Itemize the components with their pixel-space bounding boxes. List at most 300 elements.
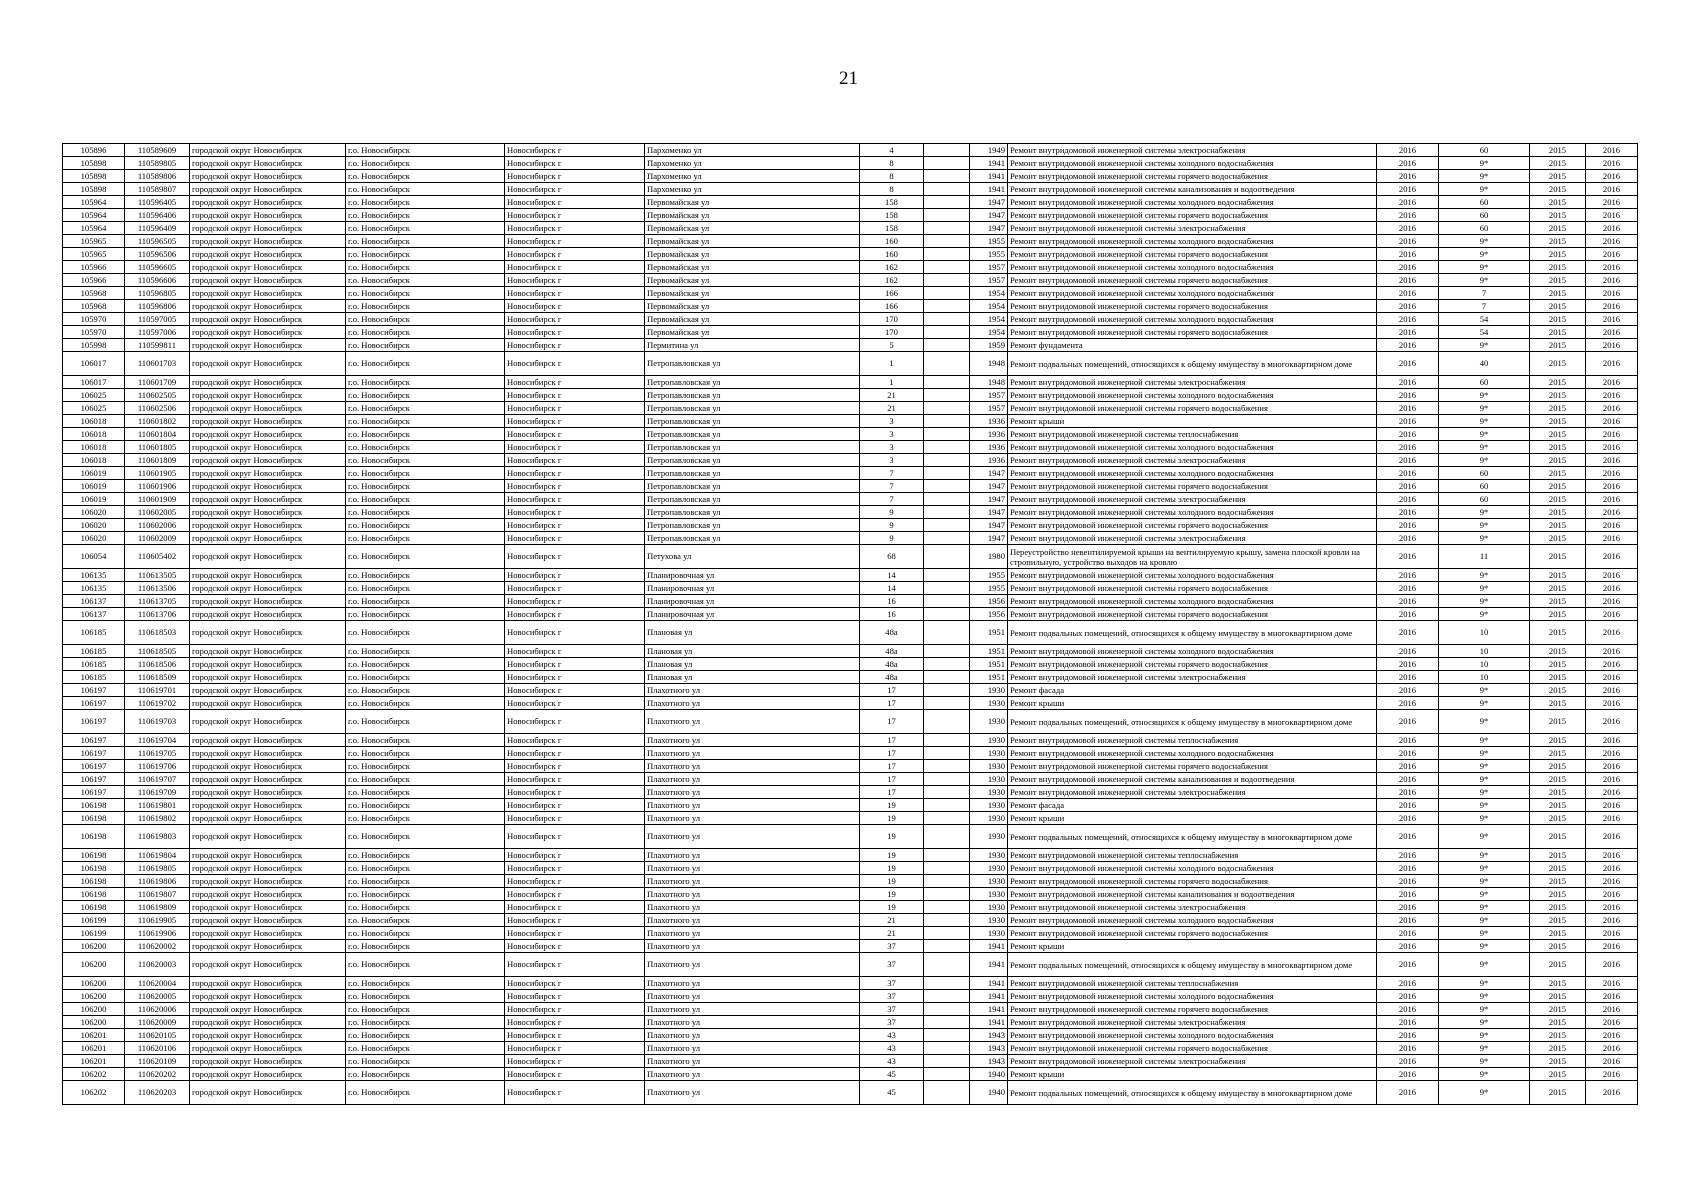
cell-cost-norm: 9*: [1439, 454, 1530, 467]
cell-street: Плахотного ул: [645, 734, 860, 747]
cell-period-end: 2016: [1586, 519, 1638, 532]
cell-house-number: 170: [860, 313, 924, 326]
cell-cost-norm: 9*: [1439, 339, 1530, 352]
cell-settlement: г.о. Новосибирск: [346, 990, 505, 1003]
cell-municipality: городской округ Новосибирск: [190, 671, 346, 684]
cell-cost-norm: 9*: [1439, 582, 1530, 595]
cell-building: [924, 274, 970, 287]
cell-settlement: г.о. Новосибирск: [346, 569, 505, 582]
cell-work-id: 110599811: [125, 339, 190, 352]
cell-year-built: 1951: [970, 658, 1008, 671]
cell-work-type: Ремонт внутридомовой инженерной системы холодного водоснабжения: [1008, 467, 1377, 480]
cell-house-number: 17: [860, 773, 924, 786]
cell-building: [924, 875, 970, 888]
cell-plan-year: 2016: [1377, 287, 1439, 300]
cell-cost-norm: 9*: [1439, 519, 1530, 532]
cell-municipality: городской округ Новосибирск: [190, 389, 346, 402]
cell-year-built: 1951: [970, 645, 1008, 658]
cell-year-built: 1954: [970, 287, 1008, 300]
cell-municipality: городской округ Новосибирск: [190, 454, 346, 467]
cell-city: Новосибирск г: [505, 747, 645, 760]
cell-street: Плахотного ул: [645, 875, 860, 888]
cell-house-id: 106198: [63, 862, 125, 875]
cell-year-built: 1943: [970, 1042, 1008, 1055]
cell-work-id: 110620005: [125, 990, 190, 1003]
cell-period-start: 2015: [1530, 402, 1586, 415]
cell-city: Новосибирск г: [505, 1042, 645, 1055]
cell-street: Плахотного ул: [645, 977, 860, 990]
cell-cost-norm: 9*: [1439, 532, 1530, 545]
cell-plan-year: 2016: [1377, 326, 1439, 339]
cell-period-end: 2016: [1586, 645, 1638, 658]
cell-work-type: Ремонт подвальных помещений, относящихся к общему имуществу в многоквартирном доме: [1008, 953, 1377, 977]
cell-year-built: 1930: [970, 760, 1008, 773]
cell-cost-norm: 10: [1439, 671, 1530, 684]
cell-plan-year: 2016: [1377, 773, 1439, 786]
cell-city: Новосибирск г: [505, 914, 645, 927]
cell-settlement: г.о. Новосибирск: [346, 862, 505, 875]
cell-period-end: 2016: [1586, 545, 1638, 569]
cell-period-end: 2016: [1586, 209, 1638, 222]
cell-settlement: г.о. Новосибирск: [346, 467, 505, 480]
cell-work-type: Ремонт внутридомовой инженерной системы канализования и водоотведения: [1008, 183, 1377, 196]
cell-settlement: г.о. Новосибирск: [346, 888, 505, 901]
cell-work-id: 110596806: [125, 300, 190, 313]
cell-plan-year: 2016: [1377, 519, 1439, 532]
cell-house-number: 68: [860, 545, 924, 569]
cell-settlement: г.о. Новосибирск: [346, 532, 505, 545]
cell-work-type: Ремонт внутридомовой инженерной системы холодного водоснабжения: [1008, 645, 1377, 658]
cell-plan-year: 2016: [1377, 415, 1439, 428]
cell-building: [924, 326, 970, 339]
cell-city: Новосибирск г: [505, 658, 645, 671]
cell-year-built: 1948: [970, 376, 1008, 389]
cell-municipality: городской округ Новосибирск: [190, 428, 346, 441]
cell-house-id: 106197: [63, 734, 125, 747]
cell-period-start: 2015: [1530, 645, 1586, 658]
cell-work-id: 110589807: [125, 183, 190, 196]
table-row: [63, 545, 1638, 569]
cell-plan-year: 2016: [1377, 1003, 1439, 1016]
cell-house-number: 8: [860, 183, 924, 196]
cell-work-id: 110618505: [125, 645, 190, 658]
cell-municipality: городской округ Новосибирск: [190, 734, 346, 747]
cell-street: Плахотного ул: [645, 747, 860, 760]
cell-period-end: 2016: [1586, 493, 1638, 506]
cell-plan-year: 2016: [1377, 849, 1439, 862]
cell-work-type: Ремонт внутридомовой инженерной системы горячего водоснабжения: [1008, 402, 1377, 415]
cell-street: Плахотного ул: [645, 990, 860, 1003]
cell-building: [924, 773, 970, 786]
cell-house-id: 106198: [63, 812, 125, 825]
table-row: [63, 389, 1638, 402]
cell-building: [924, 671, 970, 684]
table-row: [63, 940, 1638, 953]
cell-settlement: г.о. Новосибирск: [346, 170, 505, 183]
cell-settlement: г.о. Новосибирск: [346, 901, 505, 914]
cell-period-start: 2015: [1530, 506, 1586, 519]
cell-settlement: г.о. Новосибирск: [346, 1042, 505, 1055]
cell-period-start: 2015: [1530, 326, 1586, 339]
cell-plan-year: 2016: [1377, 274, 1439, 287]
cell-period-start: 2015: [1530, 1016, 1586, 1029]
cell-period-start: 2015: [1530, 209, 1586, 222]
cell-work-type: Ремонт внутридомовой инженерной системы горячего водоснабжения: [1008, 326, 1377, 339]
cell-street: Плахотного ул: [645, 1029, 860, 1042]
cell-period-start: 2015: [1530, 927, 1586, 940]
cell-period-end: 2016: [1586, 157, 1638, 170]
cell-settlement: г.о. Новосибирск: [346, 261, 505, 274]
cell-street: Петропавловская ул: [645, 519, 860, 532]
cell-cost-norm: 40: [1439, 352, 1530, 376]
cell-year-built: 1930: [970, 697, 1008, 710]
cell-house-id: 106135: [63, 569, 125, 582]
cell-municipality: городской округ Новосибирск: [190, 799, 346, 812]
cell-period-start: 2015: [1530, 901, 1586, 914]
cell-cost-norm: 60: [1439, 209, 1530, 222]
cell-house-id: 106019: [63, 480, 125, 493]
cell-work-id: 110613506: [125, 582, 190, 595]
cell-period-start: 2015: [1530, 734, 1586, 747]
cell-plan-year: 2016: [1377, 786, 1439, 799]
cell-settlement: г.о. Новосибирск: [346, 402, 505, 415]
cell-period-end: 2016: [1586, 415, 1638, 428]
cell-city: Новосибирск г: [505, 710, 645, 734]
table-row: [63, 261, 1638, 274]
cell-settlement: г.о. Новосибирск: [346, 300, 505, 313]
table-row: [63, 595, 1638, 608]
cell-plan-year: 2016: [1377, 684, 1439, 697]
cell-settlement: г.о. Новосибирск: [346, 734, 505, 747]
cell-street: Плановая ул: [645, 658, 860, 671]
cell-period-end: 2016: [1586, 352, 1638, 376]
cell-house-number: 7: [860, 480, 924, 493]
cell-work-id: 110619905: [125, 914, 190, 927]
cell-work-type: Ремонт внутридомовой инженерной системы холодного водоснабжения: [1008, 747, 1377, 760]
cell-settlement: г.о. Новосибирск: [346, 222, 505, 235]
cell-period-start: 2015: [1530, 914, 1586, 927]
table-row: [63, 519, 1638, 532]
cell-year-built: 1954: [970, 326, 1008, 339]
cell-street: Петропавловская ул: [645, 389, 860, 402]
cell-street: Плановая ул: [645, 621, 860, 645]
cell-year-built: 1947: [970, 493, 1008, 506]
cell-work-id: 110602009: [125, 532, 190, 545]
cell-settlement: г.о. Новосибирск: [346, 799, 505, 812]
cell-city: Новосибирск г: [505, 671, 645, 684]
cell-cost-norm: 9*: [1439, 261, 1530, 274]
cell-settlement: г.о. Новосибирск: [346, 684, 505, 697]
cell-building: [924, 170, 970, 183]
cell-year-built: 1947: [970, 196, 1008, 209]
cell-house-id: 106200: [63, 940, 125, 953]
cell-settlement: г.о. Новосибирск: [346, 940, 505, 953]
table-row: [63, 812, 1638, 825]
cell-municipality: городской округ Новосибирск: [190, 441, 346, 454]
cell-municipality: городской округ Новосибирск: [190, 697, 346, 710]
table-row: [63, 645, 1638, 658]
cell-work-id: 110619906: [125, 927, 190, 940]
cell-work-type: Ремонт внутридомовой инженерной системы канализования и водоотведения: [1008, 773, 1377, 786]
cell-city: Новосибирск г: [505, 940, 645, 953]
cell-work-type: Ремонт внутридомовой инженерной системы электроснабжения: [1008, 786, 1377, 799]
cell-cost-norm: 9*: [1439, 1029, 1530, 1042]
table-row: [63, 415, 1638, 428]
cell-period-end: 2016: [1586, 1003, 1638, 1016]
cell-period-end: 2016: [1586, 287, 1638, 300]
cell-work-type: Ремонт внутридомовой инженерной системы горячего водоснабжения: [1008, 1003, 1377, 1016]
cell-building: [924, 1003, 970, 1016]
cell-house-number: 7: [860, 493, 924, 506]
cell-period-end: 2016: [1586, 261, 1638, 274]
cell-work-type: Ремонт внутридомовой инженерной системы холодного водоснабжения: [1008, 196, 1377, 209]
cell-work-id: 110601802: [125, 415, 190, 428]
cell-house-number: 37: [860, 1016, 924, 1029]
cell-city: Новосибирск г: [505, 595, 645, 608]
cell-year-built: 1930: [970, 914, 1008, 927]
cell-street: Плахотного ул: [645, 1055, 860, 1068]
table-row: [63, 582, 1638, 595]
cell-year-built: 1930: [970, 862, 1008, 875]
table-row: [63, 825, 1638, 849]
cell-house-id: 106018: [63, 428, 125, 441]
cell-work-type: Ремонт крыши: [1008, 940, 1377, 953]
cell-municipality: городской округ Новосибирск: [190, 658, 346, 671]
cell-work-id: 110601703: [125, 352, 190, 376]
cell-building: [924, 645, 970, 658]
cell-municipality: городской округ Новосибирск: [190, 402, 346, 415]
cell-cost-norm: 9*: [1439, 697, 1530, 710]
cell-street: Плахотного ул: [645, 710, 860, 734]
cell-period-end: 2016: [1586, 1029, 1638, 1042]
cell-building: [924, 940, 970, 953]
cell-cost-norm: 9*: [1439, 506, 1530, 519]
cell-street: Пархоменко ул: [645, 183, 860, 196]
cell-cost-norm: 9*: [1439, 710, 1530, 734]
cell-work-id: 110620004: [125, 977, 190, 990]
cell-period-end: 2016: [1586, 170, 1638, 183]
cell-house-number: 37: [860, 1003, 924, 1016]
cell-work-id: 110619807: [125, 888, 190, 901]
cell-cost-norm: 54: [1439, 313, 1530, 326]
table-row: [63, 196, 1638, 209]
cell-plan-year: 2016: [1377, 209, 1439, 222]
cell-work-id: 110602505: [125, 389, 190, 402]
table-row: [63, 1042, 1638, 1055]
cell-building: [924, 209, 970, 222]
cell-plan-year: 2016: [1377, 658, 1439, 671]
cell-municipality: городской округ Новосибирск: [190, 1055, 346, 1068]
cell-street: Планировочная ул: [645, 569, 860, 582]
cell-house-number: 162: [860, 261, 924, 274]
table-row: [63, 326, 1638, 339]
cell-plan-year: 2016: [1377, 300, 1439, 313]
cell-cost-norm: 9*: [1439, 235, 1530, 248]
cell-house-id: 106018: [63, 441, 125, 454]
cell-period-start: 2015: [1530, 493, 1586, 506]
cell-house-number: 8: [860, 170, 924, 183]
cell-building: [924, 927, 970, 940]
cell-building: [924, 402, 970, 415]
cell-period-end: 2016: [1586, 376, 1638, 389]
cell-city: Новосибирск г: [505, 582, 645, 595]
cell-period-start: 2015: [1530, 428, 1586, 441]
cell-year-built: 1947: [970, 506, 1008, 519]
cell-street: Первомайская ул: [645, 326, 860, 339]
cell-settlement: г.о. Новосибирск: [346, 1016, 505, 1029]
cell-house-id: 105898: [63, 170, 125, 183]
cell-house-id: 106200: [63, 977, 125, 990]
cell-plan-year: 2016: [1377, 467, 1439, 480]
cell-period-start: 2015: [1530, 953, 1586, 977]
cell-work-type: Ремонт внутридомовой инженерной системы горячего водоснабжения: [1008, 300, 1377, 313]
cell-work-id: 110601804: [125, 428, 190, 441]
cell-house-id: 105968: [63, 300, 125, 313]
cell-work-id: 110620003: [125, 953, 190, 977]
cell-house-number: 19: [860, 862, 924, 875]
cell-work-type: Ремонт внутридомовой инженерной системы холодного водоснабжения: [1008, 914, 1377, 927]
cell-street: Плахотного ул: [645, 1068, 860, 1081]
cell-work-id: 110619803: [125, 825, 190, 849]
cell-settlement: г.о. Новосибирск: [346, 1003, 505, 1016]
cell-work-id: 110619805: [125, 862, 190, 875]
cell-period-end: 2016: [1586, 222, 1638, 235]
cell-cost-norm: 9*: [1439, 799, 1530, 812]
cell-building: [924, 684, 970, 697]
cell-municipality: городской округ Новосибирск: [190, 287, 346, 300]
cell-house-id: 106201: [63, 1029, 125, 1042]
cell-cost-norm: 9*: [1439, 747, 1530, 760]
cell-work-type: Переустройство невентилируемой крыши на вентилируемую крышу, замена плоской кровли на стропильную, устройство выходов на кровлю: [1008, 545, 1377, 569]
cell-building: [924, 248, 970, 261]
table-row: [63, 671, 1638, 684]
cell-municipality: городской округ Новосибирск: [190, 326, 346, 339]
cell-house-number: 158: [860, 209, 924, 222]
cell-period-start: 2015: [1530, 248, 1586, 261]
cell-municipality: городской округ Новосибирск: [190, 300, 346, 313]
cell-year-built: 1959: [970, 339, 1008, 352]
cell-period-start: 2015: [1530, 415, 1586, 428]
cell-work-id: 110596409: [125, 222, 190, 235]
cell-period-end: 2016: [1586, 196, 1638, 209]
cell-municipality: городской округ Новосибирск: [190, 261, 346, 274]
cell-building: [924, 1042, 970, 1055]
cell-period-end: 2016: [1586, 248, 1638, 261]
cell-city: Новосибирск г: [505, 209, 645, 222]
cell-work-type: Ремонт крыши: [1008, 415, 1377, 428]
table-row: [63, 1029, 1638, 1042]
cell-house-number: 48а: [860, 671, 924, 684]
cell-plan-year: 2016: [1377, 812, 1439, 825]
cell-municipality: городской округ Новосибирск: [190, 875, 346, 888]
table-row: [63, 621, 1638, 645]
table-row: [63, 1081, 1638, 1105]
cell-year-built: 1941: [970, 940, 1008, 953]
cell-settlement: г.о. Новосибирск: [346, 849, 505, 862]
cell-work-id: 110613706: [125, 608, 190, 621]
cell-city: Новосибирск г: [505, 1068, 645, 1081]
cell-period-end: 2016: [1586, 786, 1638, 799]
cell-house-number: 19: [860, 825, 924, 849]
cell-cost-norm: 9*: [1439, 734, 1530, 747]
cell-period-start: 2015: [1530, 977, 1586, 990]
cell-year-built: 1930: [970, 710, 1008, 734]
cell-building: [924, 376, 970, 389]
cell-work-type: Ремонт внутридомовой инженерной системы электроснабжения: [1008, 1055, 1377, 1068]
cell-cost-norm: 9*: [1439, 940, 1530, 953]
cell-house-number: 14: [860, 582, 924, 595]
cell-period-start: 2015: [1530, 287, 1586, 300]
cell-building: [924, 235, 970, 248]
cell-cost-norm: 11: [1439, 545, 1530, 569]
table-row: [63, 697, 1638, 710]
cell-work-id: 110596506: [125, 248, 190, 261]
cell-year-built: 1941: [970, 157, 1008, 170]
cell-cost-norm: 9*: [1439, 786, 1530, 799]
cell-house-id: 105898: [63, 183, 125, 196]
cell-period-start: 2015: [1530, 569, 1586, 582]
cell-city: Новосибирск г: [505, 300, 645, 313]
cell-city: Новосибирск г: [505, 339, 645, 352]
cell-city: Новосибирск г: [505, 621, 645, 645]
cell-year-built: 1956: [970, 608, 1008, 621]
cell-street: Первомайская ул: [645, 261, 860, 274]
cell-municipality: городской округ Новосибирск: [190, 1003, 346, 1016]
cell-house-id: 106185: [63, 671, 125, 684]
cell-street: Петропавловская ул: [645, 480, 860, 493]
cell-cost-norm: 60: [1439, 222, 1530, 235]
cell-period-start: 2015: [1530, 235, 1586, 248]
cell-settlement: г.о. Новосибирск: [346, 977, 505, 990]
cell-cost-norm: 9*: [1439, 901, 1530, 914]
cell-period-start: 2015: [1530, 875, 1586, 888]
cell-municipality: городской округ Новосибирск: [190, 684, 346, 697]
cell-period-start: 2015: [1530, 480, 1586, 493]
cell-building: [924, 1055, 970, 1068]
cell-period-start: 2015: [1530, 467, 1586, 480]
cell-period-end: 2016: [1586, 582, 1638, 595]
cell-cost-norm: 54: [1439, 326, 1530, 339]
cell-work-id: 110619804: [125, 849, 190, 862]
cell-plan-year: 2016: [1377, 608, 1439, 621]
cell-city: Новосибирск г: [505, 352, 645, 376]
cell-building: [924, 901, 970, 914]
cell-city: Новосибирск г: [505, 901, 645, 914]
cell-year-built: 1941: [970, 977, 1008, 990]
cell-cost-norm: 9*: [1439, 415, 1530, 428]
cell-building: [924, 506, 970, 519]
register-body: [63, 144, 1638, 1105]
cell-house-id: 106197: [63, 786, 125, 799]
cell-plan-year: 2016: [1377, 875, 1439, 888]
cell-settlement: г.о. Новосибирск: [346, 953, 505, 977]
cell-street: Плахотного ул: [645, 953, 860, 977]
cell-city: Новосибирск г: [505, 825, 645, 849]
cell-work-id: 110619706: [125, 760, 190, 773]
cell-municipality: городской округ Новосибирск: [190, 608, 346, 621]
cell-work-type: Ремонт внутридомовой инженерной системы горячего водоснабжения: [1008, 582, 1377, 595]
cell-settlement: г.о. Новосибирск: [346, 1068, 505, 1081]
cell-period-start: 2015: [1530, 1042, 1586, 1055]
table-row: [63, 1068, 1638, 1081]
cell-period-start: 2015: [1530, 684, 1586, 697]
cell-city: Новосибирск г: [505, 812, 645, 825]
cell-building: [924, 480, 970, 493]
cell-city: Новосибирск г: [505, 786, 645, 799]
cell-municipality: городской округ Новосибирск: [190, 812, 346, 825]
cell-building: [924, 441, 970, 454]
cell-house-number: 17: [860, 697, 924, 710]
